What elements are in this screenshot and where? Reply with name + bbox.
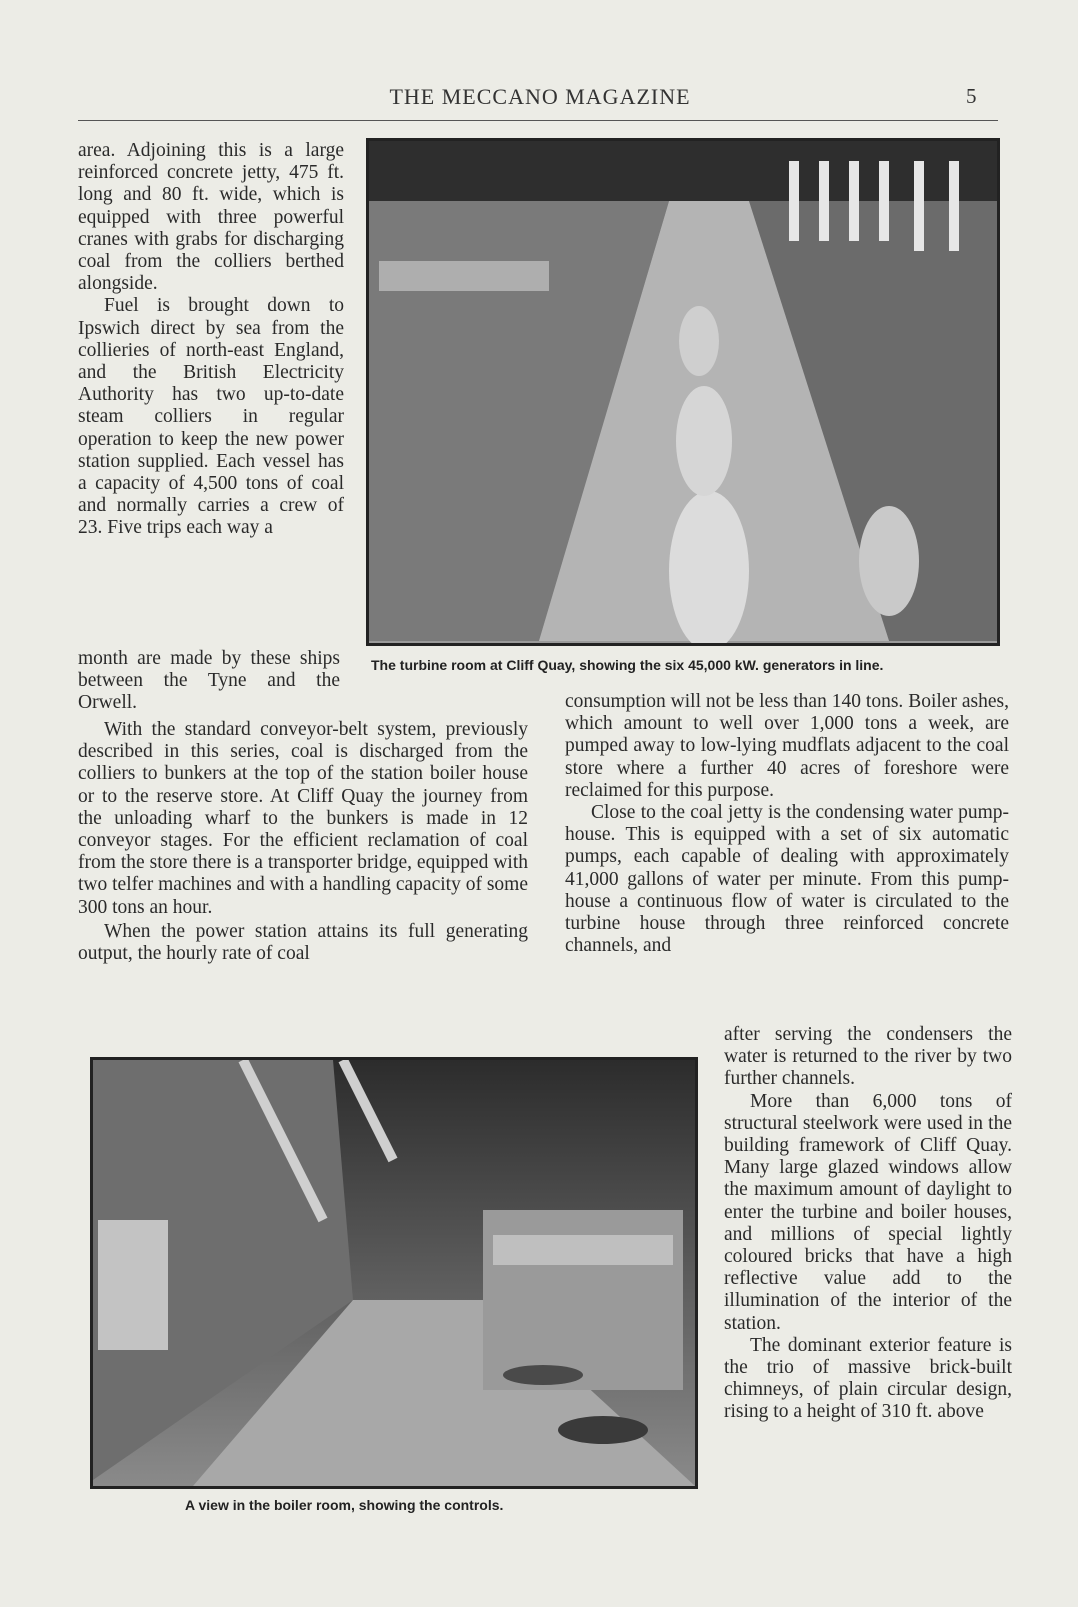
text-column-right-upper bbox=[565, 691, 1009, 957]
paragraph-steelwork: More than 6,000 tons of structural steelwork were used in the building framework of Cliff Quay. Many large glazed windows allow the maximum amount of daylight to enter the turbine and boiler houses, and millions of special lightly coloured bricks that have a high reflective value add to the illumination of the interior of the station. bbox=[724, 1090, 1012, 1334]
turbine-photo-caption: The turbine room at Cliff Quay, showing the six 45,000 kW. generators in line. bbox=[371, 657, 884, 673]
boiler-room-illustration bbox=[93, 1060, 695, 1486]
paragraph-coal-rate: When the power station attains its full generating output, the hourly rate of coal bbox=[78, 920, 528, 965]
magazine-title: THE MECCANO MAGAZINE bbox=[389, 84, 691, 109]
paragraph-chimneys: The dominant exterior feature is the trio of massive brick-built chimneys, of plain circular design, rising to a height of 310 ft. above bbox=[724, 1334, 1012, 1423]
text-column-left-lower bbox=[78, 719, 528, 965]
paragraph-pump-house: Close to the coal jetty is the condensing water pump-house. This is equipped with a set of six automatic pumps, each capable of dealing with approximately 41,000 gallons of water per minute. From this pump-house a continuous flow of water is circulated to the turbine house through three reinforced concrete channels, and bbox=[565, 802, 1009, 957]
boiler-photo-caption: A view in the boiler room, showing the controls. bbox=[185, 1497, 504, 1513]
text-column-right-lower bbox=[724, 1024, 1012, 1424]
paragraph-fuel: Fuel is brought down to Ipswich direct by sea from the collieries of north-east England, and the British Electricity Authority has two up-to-date steam colliers in regular operation to keep the new power station supplied. Each vessel has a capacity of 4,500 tons of coal and normally carries a crew of 23. Five trips each way a bbox=[78, 295, 344, 539]
text-column-left-upper bbox=[78, 140, 344, 540]
header-rule bbox=[78, 120, 998, 121]
paragraph-channels: after serving the condensers the water is returned to the river by two further channels. bbox=[724, 1024, 1012, 1090]
paragraph-jetty: area. Adjoining this is a large reinforced concrete jetty, 475 ft. long and 80 ft. wide, which is equipped with three powerful cranes with grabs for discharging coal from the colliers berthed alongside. bbox=[78, 140, 344, 295]
boiler-room-photo bbox=[90, 1057, 698, 1489]
turbine-room-illustration bbox=[369, 141, 997, 643]
page-number: 5 bbox=[966, 84, 977, 108]
paragraph-fuel-cont: month are made by these ships between the Tyne and the Orwell. bbox=[78, 648, 340, 714]
text-column-left-continuation bbox=[78, 648, 340, 715]
paragraph-ashes: consumption will not be less than 140 tons. Boiler ashes, which amount to well over 1,000 tons a week, are pumped away to low-lying mudflats adjacent to the coal store where a further 40 acres of foreshore were reclaimed for this purpose. bbox=[565, 691, 1009, 801]
turbine-room-photo bbox=[366, 138, 1000, 646]
paragraph-conveyor: With the standard conveyor-belt system, previously described in this series, coal is discharged from the colliers to bunkers at the top of the station boiler house or to the reserve store. At Cliff Quay the journey from the unloading wharf to the bunkers is made in 12 conveyor stages. For the efficient reclamation of coal from the store there is a transporter bridge, equipped with two telfer machines and with a handling capacity of some 300 tons an hour. bbox=[78, 719, 528, 918]
